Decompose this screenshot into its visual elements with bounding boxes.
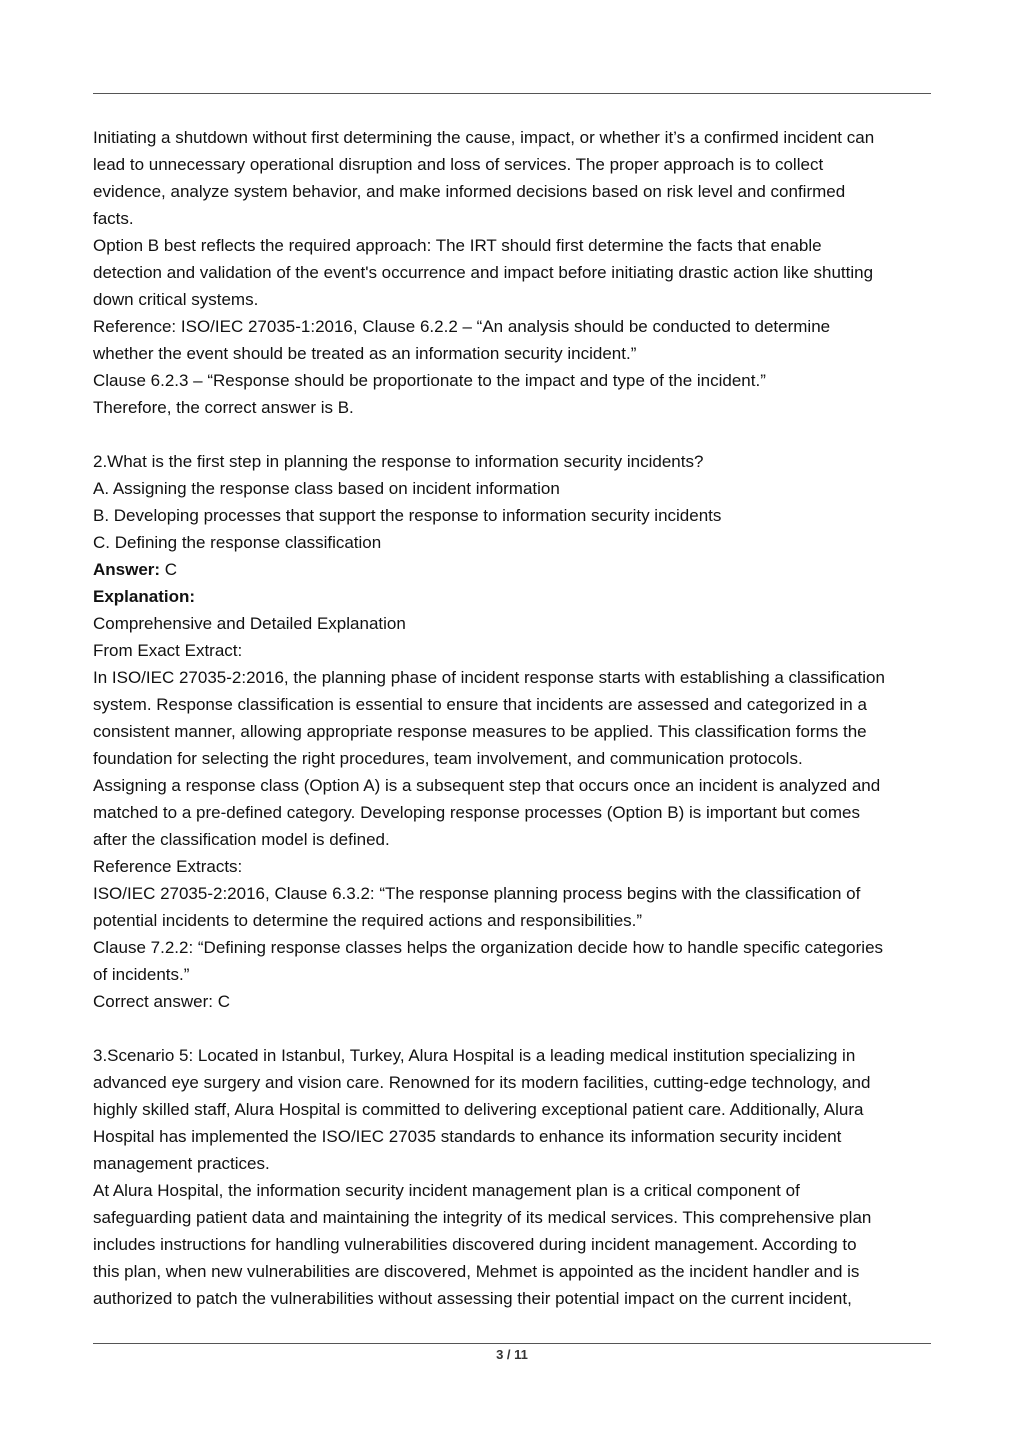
- text-line: Hospital has implemented the ISO/IEC 27035 standards to enhance its information security incident: [93, 1127, 842, 1146]
- header-rule: [93, 93, 931, 94]
- text-line: of incidents.”: [93, 965, 190, 984]
- option-b: B. Developing processes that support the response to information security incidents: [93, 506, 722, 525]
- text-line: this plan, when new vulnerabilities are discovered, Mehmet is appointed as the incident handler and is: [93, 1262, 860, 1281]
- text-line: At Alura Hospital, the information security incident management plan is a critical component of: [93, 1181, 800, 1200]
- text-line: evidence, analyze system behavior, and make informed decisions based on risk level and confirmed: [93, 182, 846, 201]
- text-line: 3.Scenario 5: Located in Istanbul, Turkey, Alura Hospital is a leading medical institution specializing in: [93, 1046, 856, 1065]
- text-line: potential incidents to determine the required actions and responsibilities.”: [93, 911, 643, 930]
- text-line: foundation for selecting the right procedures, team involvement, and communication protocols.: [93, 749, 803, 768]
- text-line: matched to a pre-defined category. Developing response processes (Option B) is important but comes: [93, 803, 860, 822]
- page-body: [93, 124, 938, 1312]
- option-a: A. Assigning the response class based on incident information: [93, 479, 560, 498]
- text-line: lead to unnecessary operational disruption and loss of services. The proper approach is to collect: [93, 155, 824, 174]
- answer-value: C: [160, 560, 178, 579]
- page-number: 3 / 11: [496, 1347, 528, 1362]
- question-text: 2.What is the first step in planning the response to information security incidents?: [93, 452, 704, 471]
- text-line: management practices.: [93, 1154, 270, 1173]
- answer-line: [93, 556, 938, 583]
- text-line: includes instructions for handling vulnerabilities discovered during incident management. According to: [93, 1235, 857, 1254]
- text-line: system. Response classification is essential to ensure that incidents are assessed and categorized in a: [93, 695, 867, 714]
- text-line: Correct answer: C: [93, 992, 230, 1011]
- text-line: detection and validation of the event's occurrence and impact before initiating drastic action like shutting: [93, 263, 874, 282]
- text-line: Clause 6.2.3 – “Response should be proportionate to the impact and type of the incident.”: [93, 371, 766, 390]
- text-line: Assigning a response class (Option A) is a subsequent step that occurs once an incident is analyzed and: [93, 776, 881, 795]
- text-line: advanced eye surgery and vision care. Renowned for its modern facilities, cutting-edge technology, and: [93, 1073, 871, 1092]
- option-c: C. Defining the response classification: [93, 533, 382, 552]
- answer-label: Answer:: [93, 560, 161, 579]
- text-line: In ISO/IEC 27035-2:2016, the planning phase of incident response starts with establishing a classification: [93, 668, 885, 687]
- text-line: Comprehensive and Detailed Explanation: [93, 614, 406, 633]
- blank-line: [93, 1015, 938, 1042]
- text-line: Therefore, the correct answer is B.: [93, 398, 354, 417]
- text-line: Option B best reflects the required approach: The IRT should first determine the facts that enable: [93, 236, 822, 255]
- text-line: Reference Extracts:: [93, 857, 243, 876]
- text-line: after the classification model is defined.: [93, 830, 390, 849]
- text-line: Reference: ISO/IEC 27035-1:2016, Clause 6.2.2 – “An analysis should be conducted to determine: [93, 317, 831, 336]
- footer-rule: [93, 1343, 931, 1344]
- text-line: down critical systems.: [93, 290, 259, 309]
- text-line: ISO/IEC 27035-2:2016, Clause 6.3.2: “The response planning process begins with the classification of: [93, 884, 861, 903]
- text-line: consistent manner, allowing appropriate response measures to be applied. This classification forms the: [93, 722, 867, 741]
- text-line: facts.: [93, 209, 134, 228]
- text-line: authorized to patch the vulnerabilities without assessing their potential impact on the current incident,: [93, 1289, 852, 1308]
- text-line: Initiating a shutdown without first determining the cause, impact, or whether it’s a confirmed incident can: [93, 128, 875, 147]
- blank-line: [93, 421, 938, 448]
- text-line: From Exact Extract:: [93, 641, 243, 660]
- text-line: highly skilled staff, Alura Hospital is committed to delivering exceptional patient care. Additionally, Alura: [93, 1100, 864, 1119]
- text-line: Clause 7.2.2: “Defining response classes helps the organization decide how to handle specific categories: [93, 938, 884, 957]
- text-line: whether the event should be treated as an information security incident.”: [93, 344, 637, 363]
- explanation-label: Explanation:: [93, 587, 196, 606]
- text-line: safeguarding patient data and maintaining the integrity of its medical services. This comprehensive plan: [93, 1208, 872, 1227]
